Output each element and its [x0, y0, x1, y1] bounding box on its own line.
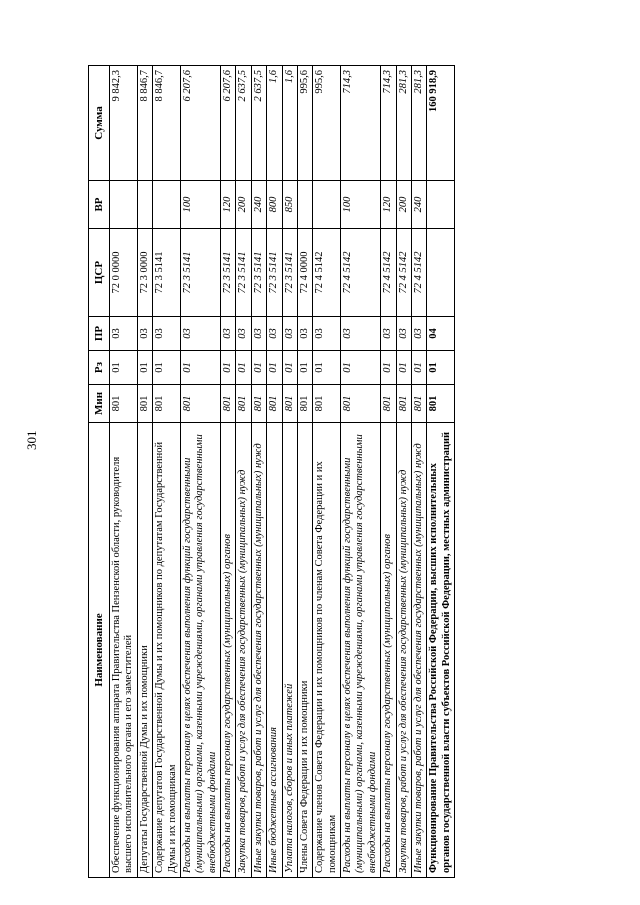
- cell-rz: 01: [396, 351, 411, 385]
- table-row: [313, 66, 341, 878]
- cell-pr: 03: [267, 317, 282, 351]
- cell-vr: 100: [180, 181, 220, 229]
- cell-name: Функционирование Правительства Российской Федерации, высших исполнительных органов государственной власти субъектов Российской Федерации, местных администраций: [427, 423, 455, 878]
- budget-table: [88, 65, 455, 878]
- cell-sum: 9 842,3: [110, 66, 138, 181]
- cell-rz: 01: [236, 351, 251, 385]
- cell-rz: 01: [313, 351, 341, 385]
- cell-vr: 200: [396, 181, 411, 229]
- cell-csr: 72 3 5141: [180, 229, 220, 317]
- table-row: [341, 66, 381, 878]
- table-row: [381, 66, 396, 878]
- page-number: 301: [24, 430, 39, 450]
- cell-name: Расходы на выплаты персоналу государственных (муниципальных) органов: [221, 423, 236, 878]
- cell-csr: [427, 229, 455, 317]
- cell-vr: 240: [251, 181, 266, 229]
- cell-min: 801: [313, 385, 341, 423]
- cell-csr: 72 3 5141: [267, 229, 282, 317]
- header-name: Наименование: [89, 423, 110, 878]
- cell-vr: [427, 181, 455, 229]
- cell-min: 801: [282, 385, 297, 423]
- cell-rz: 01: [427, 351, 455, 385]
- cell-pr: 03: [282, 317, 297, 351]
- cell-pr: 03: [313, 317, 341, 351]
- cell-sum: 8 846,7: [153, 66, 181, 181]
- table-row: [251, 66, 266, 878]
- cell-vr: 120: [381, 181, 396, 229]
- cell-csr: 72 3 5141: [236, 229, 251, 317]
- table-row: [396, 66, 411, 878]
- rotated-page-content: [88, 66, 534, 878]
- cell-name: Расходы на выплаты персоналу в целях обеспечения выполнения функций государственными (муниципальными) органами, казенными учреждениями, органами управления государственными внебюджетными фондами: [341, 423, 381, 878]
- cell-pr: 03: [221, 317, 236, 351]
- cell-rz: 01: [153, 351, 181, 385]
- table-row: [427, 66, 455, 878]
- cell-min: 801: [396, 385, 411, 423]
- cell-name: Содержание депутатов Государственной Думы и их помощников по депутатам Государственной Думы и их помощникам: [153, 423, 181, 878]
- table-row: [110, 66, 138, 878]
- cell-sum: 995,6: [297, 66, 312, 181]
- cell-vr: 200: [236, 181, 251, 229]
- cell-min: 801: [381, 385, 396, 423]
- table-row: [236, 66, 251, 878]
- cell-vr: 240: [411, 181, 426, 229]
- cell-rz: 01: [411, 351, 426, 385]
- table-row: [411, 66, 426, 878]
- table-row: [137, 66, 152, 878]
- cell-name: Закупка товаров, работ и услуг для обеспечения государственных (муниципальных) нужд: [236, 423, 251, 878]
- cell-name: Члены Совета Федерации и их помощники: [297, 423, 312, 878]
- table-row: [267, 66, 282, 878]
- cell-min: 801: [153, 385, 181, 423]
- cell-min: 801: [236, 385, 251, 423]
- cell-rz: 01: [381, 351, 396, 385]
- cell-rz: 01: [180, 351, 220, 385]
- cell-name: Расходы на выплаты персоналу государственных (муниципальных) органов: [381, 423, 396, 878]
- table-body: [110, 66, 455, 878]
- cell-pr: 03: [341, 317, 381, 351]
- cell-vr: [110, 181, 138, 229]
- cell-csr: 72 4 5142: [313, 229, 341, 317]
- cell-name: Обеспечение функционирования аппарата Правительства Пензенской области, руководителя высшего исполнительного органа и его заместителей: [110, 423, 138, 878]
- cell-min: 801: [180, 385, 220, 423]
- cell-pr: 03: [411, 317, 426, 351]
- table-row: [297, 66, 312, 878]
- cell-pr: 03: [180, 317, 220, 351]
- cell-sum: 1,6: [267, 66, 282, 181]
- cell-csr: 72 3 5141: [282, 229, 297, 317]
- cell-name: Иные закупки товаров, работ и услуг для обеспечения государственных (муниципальных) нужд: [411, 423, 426, 878]
- header-csr: ЦСР: [89, 229, 110, 317]
- cell-name: Содержание членов Совета Федерации и их помощников по членам Совета Федерации и их помощникам: [313, 423, 341, 878]
- cell-min: 801: [427, 385, 455, 423]
- cell-pr: 03: [251, 317, 266, 351]
- cell-sum: 1,6: [282, 66, 297, 181]
- cell-min: 801: [341, 385, 381, 423]
- header-pr: ПР: [89, 317, 110, 351]
- cell-csr: 72 4 5142: [411, 229, 426, 317]
- cell-min: 801: [137, 385, 152, 423]
- cell-min: 801: [267, 385, 282, 423]
- cell-pr: 03: [153, 317, 181, 351]
- cell-vr: 120: [221, 181, 236, 229]
- cell-min: 801: [411, 385, 426, 423]
- cell-vr: 800: [267, 181, 282, 229]
- cell-rz: 01: [297, 351, 312, 385]
- cell-rz: 01: [267, 351, 282, 385]
- cell-min: 801: [251, 385, 266, 423]
- cell-rz: 01: [110, 351, 138, 385]
- table-header-row: [89, 66, 110, 878]
- cell-name: Иные закупки товаров, работ и услуг для обеспечения государственных (муниципальных) нужд: [251, 423, 266, 878]
- cell-csr: 72 3 5141: [251, 229, 266, 317]
- cell-csr: 72 3 0000: [137, 229, 152, 317]
- cell-vr: [153, 181, 181, 229]
- cell-rz: 01: [282, 351, 297, 385]
- cell-rz: 01: [251, 351, 266, 385]
- cell-sum: 2 637,5: [251, 66, 266, 181]
- cell-min: 801: [297, 385, 312, 423]
- header-min: Мин: [89, 385, 110, 423]
- cell-rz: 01: [221, 351, 236, 385]
- cell-csr: 72 4 5142: [396, 229, 411, 317]
- cell-csr: 72 3 5141: [221, 229, 236, 317]
- cell-vr: 100: [341, 181, 381, 229]
- cell-pr: 04: [427, 317, 455, 351]
- cell-pr: 03: [236, 317, 251, 351]
- cell-vr: [313, 181, 341, 229]
- cell-sum: 6 207,6: [180, 66, 220, 181]
- header-vr: ВР: [89, 181, 110, 229]
- cell-vr: [137, 181, 152, 229]
- cell-vr: [297, 181, 312, 229]
- cell-name: Расходы на выплаты персоналу в целях обеспечения выполнения функций государственными (муниципальными) органами, казенными учреждениями, органами управления государственными внебюджетными фондами: [180, 423, 220, 878]
- cell-rz: 01: [137, 351, 152, 385]
- cell-name: Закупка товаров, работ и услуг для обеспечения государственных (муниципальных) нужд: [396, 423, 411, 878]
- cell-name: Депутаты Государственной Думы и их помощники: [137, 423, 152, 878]
- cell-pr: 03: [381, 317, 396, 351]
- cell-pr: 03: [110, 317, 138, 351]
- cell-pr: 03: [137, 317, 152, 351]
- cell-pr: 03: [396, 317, 411, 351]
- cell-csr: 72 4 5142: [341, 229, 381, 317]
- cell-csr: 72 3 5141: [153, 229, 181, 317]
- cell-pr: 03: [297, 317, 312, 351]
- cell-csr: 72 0 0000: [110, 229, 138, 317]
- cell-rz: 01: [341, 351, 381, 385]
- cell-sum: 8 846,7: [137, 66, 152, 181]
- header-sum: Сумма: [89, 66, 110, 181]
- cell-sum: 6 207,6: [221, 66, 236, 181]
- cell-csr: 72 4 0000: [297, 229, 312, 317]
- cell-csr: 72 4 5142: [381, 229, 396, 317]
- cell-name: Уплата налогов, сборов и иных платежей: [282, 423, 297, 878]
- cell-sum: 160 918,9: [427, 66, 455, 181]
- cell-min: 801: [221, 385, 236, 423]
- cell-sum: 2 637,5: [236, 66, 251, 181]
- table-row: [282, 66, 297, 878]
- cell-vr: 850: [282, 181, 297, 229]
- table-row: [153, 66, 181, 878]
- cell-min: 801: [110, 385, 138, 423]
- cell-sum: 281,3: [411, 66, 426, 181]
- table-row: [180, 66, 220, 878]
- cell-sum: 995,6: [313, 66, 341, 181]
- cell-name: Иные бюджетные ассигнования: [267, 423, 282, 878]
- cell-sum: 714,3: [341, 66, 381, 181]
- cell-sum: 714,3: [381, 66, 396, 181]
- table-row: [221, 66, 236, 878]
- cell-sum: 281,3: [396, 66, 411, 181]
- header-rz: Рз: [89, 351, 110, 385]
